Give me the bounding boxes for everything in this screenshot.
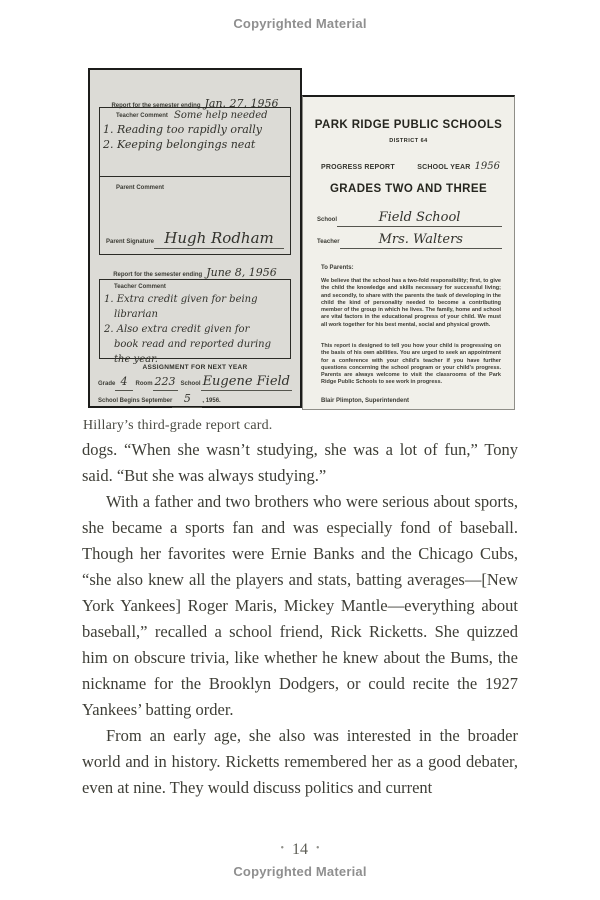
teacher-comment1-line0: Some help needed [174,110,268,121]
body-paragraph-3: From an early age, she also was interested in the broader world and in history. Ricketts remembered her as a good debater, even at nine. They would discuss politics and current [82,726,518,797]
teacher-comment-box-2 [99,279,291,365]
grade-value-handwriting: 4 [120,375,128,388]
school-label-left: School [180,381,201,387]
school-rule [201,373,292,391]
parent-signature-row [106,231,284,249]
teacher-label: Teacher [317,239,340,245]
school-begins-row [98,390,221,408]
teacher-name-handwriting: Mrs. Walters [378,232,463,247]
teacher-comment2-line4: the year. [114,354,158,365]
top-copyright-notice: Copyrighted Material [233,16,367,31]
page-number: 14 [292,841,308,858]
report-card-right-panel [302,95,515,410]
school-name-handwriting: Field School [378,210,461,225]
superintendent-signature: Blair Plimpton, Superintendent [321,398,410,404]
grade-rule [115,373,132,391]
teacher-comment-label-1: Teacher Comment [116,113,168,119]
room-value-handwriting: 223 [154,375,176,388]
school-year-handwriting: 1956 [474,161,500,172]
figure-caption: Hillary’s third-grade report card. [83,418,273,433]
teacher-parent-comment-box [99,107,291,255]
teacher-comment2-handwriting [104,291,271,366]
teacher-comment2-line1: librarian [114,309,158,320]
semester1-date-handwriting: Jan. 27, 1956 [204,97,279,110]
teacher-name-row [317,231,502,249]
comment-box-divider [99,176,291,177]
to-parents-paragraph-1: We believe that the school has a two-fold responsibility; first, to give the child the knowledge and skills necessary for successful living; and secondly, to share with the parents the task of developing in the child the kind of personality needed to become a contributing member of the group in which he lives. The family, home and school are vital factors in the educational progress of your child. We must all work together for his best mental, social and physical growth. [321,278,501,328]
to-parents-label: To Parents: [321,265,354,271]
body-paragraph-2: With a father and two brothers who were serious about sports, she became a sports fan and was especially fond of baseball. Though her favorites were Ernie Banks and the Chicago Cubs, “she also knew all the players and stats, batting averages—[New York Yankees] Roger Maris, Mickey Mantle—everything about baseball,” recalled a school friend, Rick Ricketts. She quizzed him on obscure trivia, like whether he knew about the Bums, the nickname for the Brooklyn Dodgers, or could recite the 1927 Yankees’ batting order. [82,492,518,719]
teacher-comment1-line2: 2. Keeping belongings neat [103,138,256,151]
room-label: Room [135,381,153,387]
grade-label: Grade [98,381,116,387]
teacher-comment1-line1: 1. Reading too rapidly orally [103,123,263,136]
grade-room-school-row [98,373,292,391]
parent-comment-label: Parent Comment [116,185,165,191]
begins-label: School Begins September [98,398,173,404]
progress-report-row [321,156,500,174]
begins-day-rule [172,390,202,408]
teacher-comment2-line3: book read and reported during [114,339,271,350]
bottom-copyright-notice: Copyrighted Material [233,864,367,879]
begins-year: , 1956. [202,398,221,404]
school-district-title: PARK RIDGE PUBLIC SCHOOLS [314,119,503,131]
body-text [82,437,518,801]
district-subtitle: DISTRICT 64 [389,138,428,144]
page-number-right-dot: • [316,843,320,854]
semester2-label: Report for the semester ending [113,272,203,278]
body-paragraph-1: dogs. “When she wasn’t studying, she was a lot of fun,” Tony said. “But she was always studying.” [82,440,518,485]
school-label-right: School [317,217,338,223]
grades-title: GRADES TWO AND THREE [329,183,488,195]
school-name-rule [337,209,502,227]
page-number-row [0,841,600,859]
page-number-left-dot: • [280,843,284,854]
teacher-comment2-line2: 2. Also extra credit given for [104,324,250,335]
school-year-label: SCHOOL YEAR [417,164,471,171]
parent-signature-label: Parent Signature [106,239,155,245]
semester1-label: Report for the semester ending [111,103,201,109]
report-card-left-panel [88,68,302,408]
teacher-comment-label-2: Teacher Comment [114,284,166,290]
school-value-handwriting: Eugene Field [202,374,290,389]
teacher-comment2-line0: 1. Extra credit given for being [104,294,258,305]
room-rule [153,373,178,391]
progress-report-label: PROGRESS REPORT [321,164,395,171]
teacher-name-rule [340,231,502,249]
school-name-row [317,209,502,227]
assignment-title: ASSIGNMENT FOR NEXT YEAR [142,364,248,371]
parent-signature-rule [154,231,284,249]
report-card-figure [88,68,515,410]
to-parents-paragraph-2: This report is designed to tell you how your child is progressing on the basis of his own abilities. You are urged to seek an appointment for a conference with your child’s teacher if you have further questions concerning the school program or your child’s progress. Parents are always welcome to visit the classrooms of the Park Ridge Public Schools to see work in progress. [321,343,501,386]
begins-day-handwriting: 5 [183,392,191,405]
semester2-date-handwriting: June 8, 1956 [206,266,277,279]
parent-signature-handwriting: Hugh Rodham [164,229,274,247]
school-year-group [417,156,500,174]
